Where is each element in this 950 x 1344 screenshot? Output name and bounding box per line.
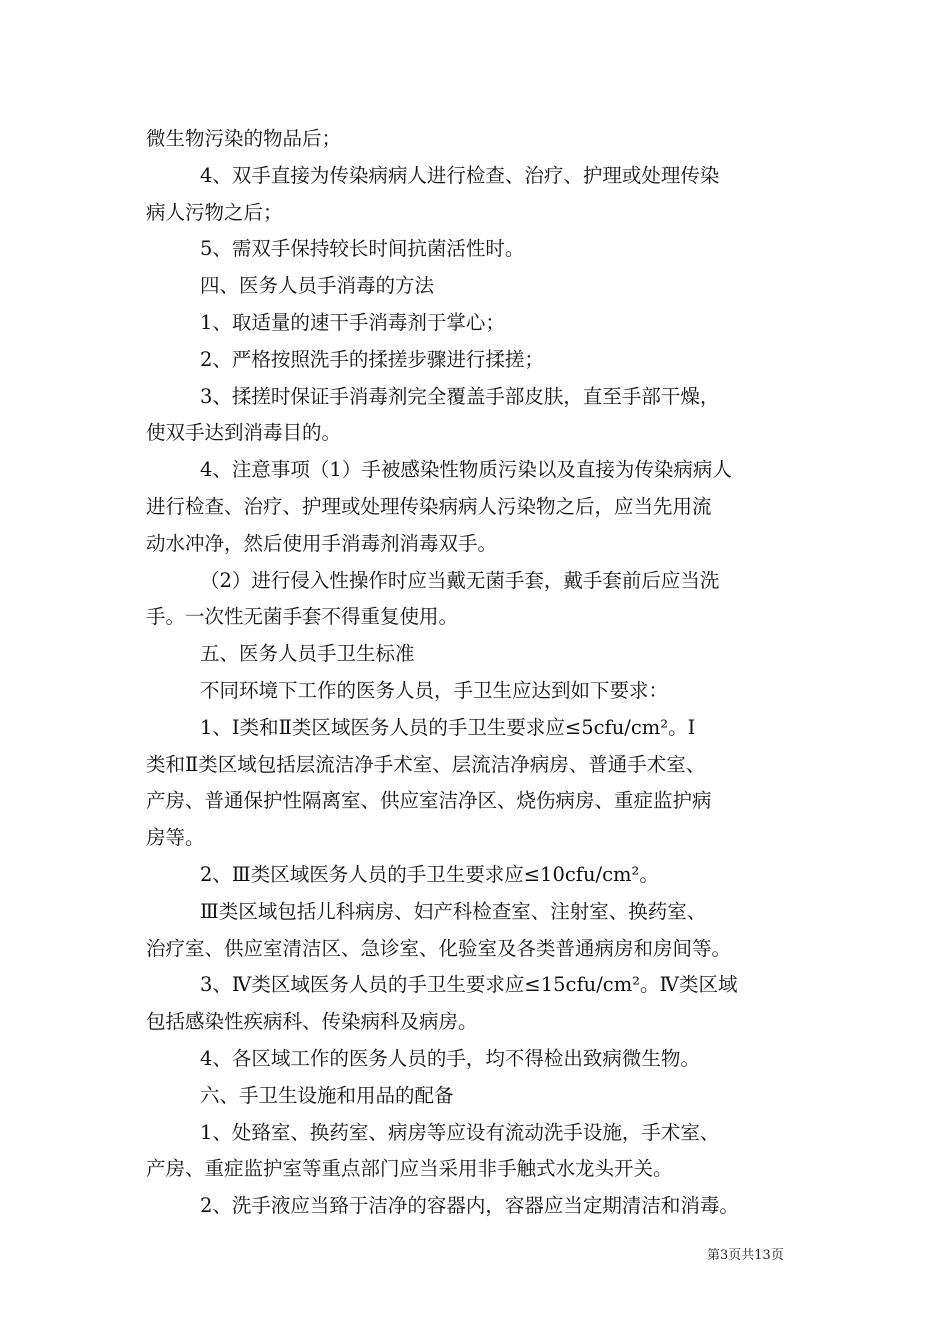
text-line: 4、各区域工作的医务人员的手，均不得检出致病微生物。 <box>200 1046 700 1070</box>
text-line: 四、医务人员手消毒的方法 <box>200 274 435 298</box>
text-line: 产房、重症监护室等重点部门应当采用非手触式水龙头开关。 <box>146 1157 673 1181</box>
text-line: 1、取适量的速干手消毒剂于掌心； <box>200 310 505 334</box>
text-line: 3、Ⅳ类区域医务人员的手卫生要求应≤15cfu/cm²。Ⅳ类区域 <box>200 973 738 997</box>
text-line: 类和Ⅱ类区域包括层流洁净手术室、层流洁净病房、普通手术室、 <box>146 752 706 776</box>
text-line: 产房、普通保护性隔离室、供应室洁净区、烧伤病房、重症监护病 <box>146 789 712 813</box>
text-line: 进行检查、治疗、护理或处理传染病病人污染物之后，应当先用流 <box>146 494 712 518</box>
text-line: 包括感染性疾病科、传染病科及病房。 <box>146 1010 478 1034</box>
text-line: 不同环境下工作的医务人员，手卫生应达到如下要求： <box>200 678 669 702</box>
text-line: 3、揉搓时保证手消毒剂完全覆盖手部皮肤，直至手部干燥， <box>200 384 720 408</box>
text-line: 1、Ⅰ类和Ⅱ类区域医务人员的手卫生要求应≤5cfu/cm²。Ⅰ <box>200 715 696 739</box>
text-line: 4、注意事项（1）手被感染性物质污染以及直接为传染病病人 <box>200 458 732 482</box>
text-line: 微生物污染的物品后； <box>146 127 342 150</box>
text-line: 手。一次性无菌手套不得重复使用。 <box>146 605 459 629</box>
text-line: 治疗室、供应室清洁区、急诊室、化验室及各类普通病房和房间等。 <box>146 936 732 960</box>
text-line: 六、手卫生设施和用品的配备 <box>200 1083 454 1107</box>
text-line: 房等。 <box>146 826 205 850</box>
text-line: 病人污物之后； <box>146 200 283 224</box>
text-line: 2、洗手液应当臵于洁净的容器内，容器应当定期清洁和消毒。 <box>200 1194 739 1218</box>
page-number: 第3页共13页 <box>707 1248 784 1263</box>
text-line: 1、处臵室、换药室、病房等应设有流动洗手设施，手术室、 <box>200 1120 720 1144</box>
text-line: Ⅲ类区域包括儿科病房、妇产科检查室、注射室、换药室、 <box>200 899 707 923</box>
text-line: 动水冲净，然后使用手消毒剂消毒双手。 <box>146 531 498 555</box>
text-line: 4、双手直接为传染病病人进行检查、治疗、护理或处理传染 <box>200 163 720 187</box>
text-line: 2、严格按照洗手的揉搓步骤进行揉搓； <box>200 347 544 371</box>
text-line: 五、医务人员手卫生标准 <box>200 642 415 666</box>
text-line: 2、Ⅲ类区域医务人员的手卫生要求应≤10cfu/cm²。 <box>200 862 659 886</box>
body-text <box>146 121 808 1225</box>
text-line: 5、需双手保持较长时间抗菌活性时。 <box>200 237 525 261</box>
text-line: 使双手达到消毒目的。 <box>146 421 342 445</box>
text-line: （2）进行侵入性操作时应当戴无菌手套，戴手套前后应当洗 <box>200 568 720 592</box>
